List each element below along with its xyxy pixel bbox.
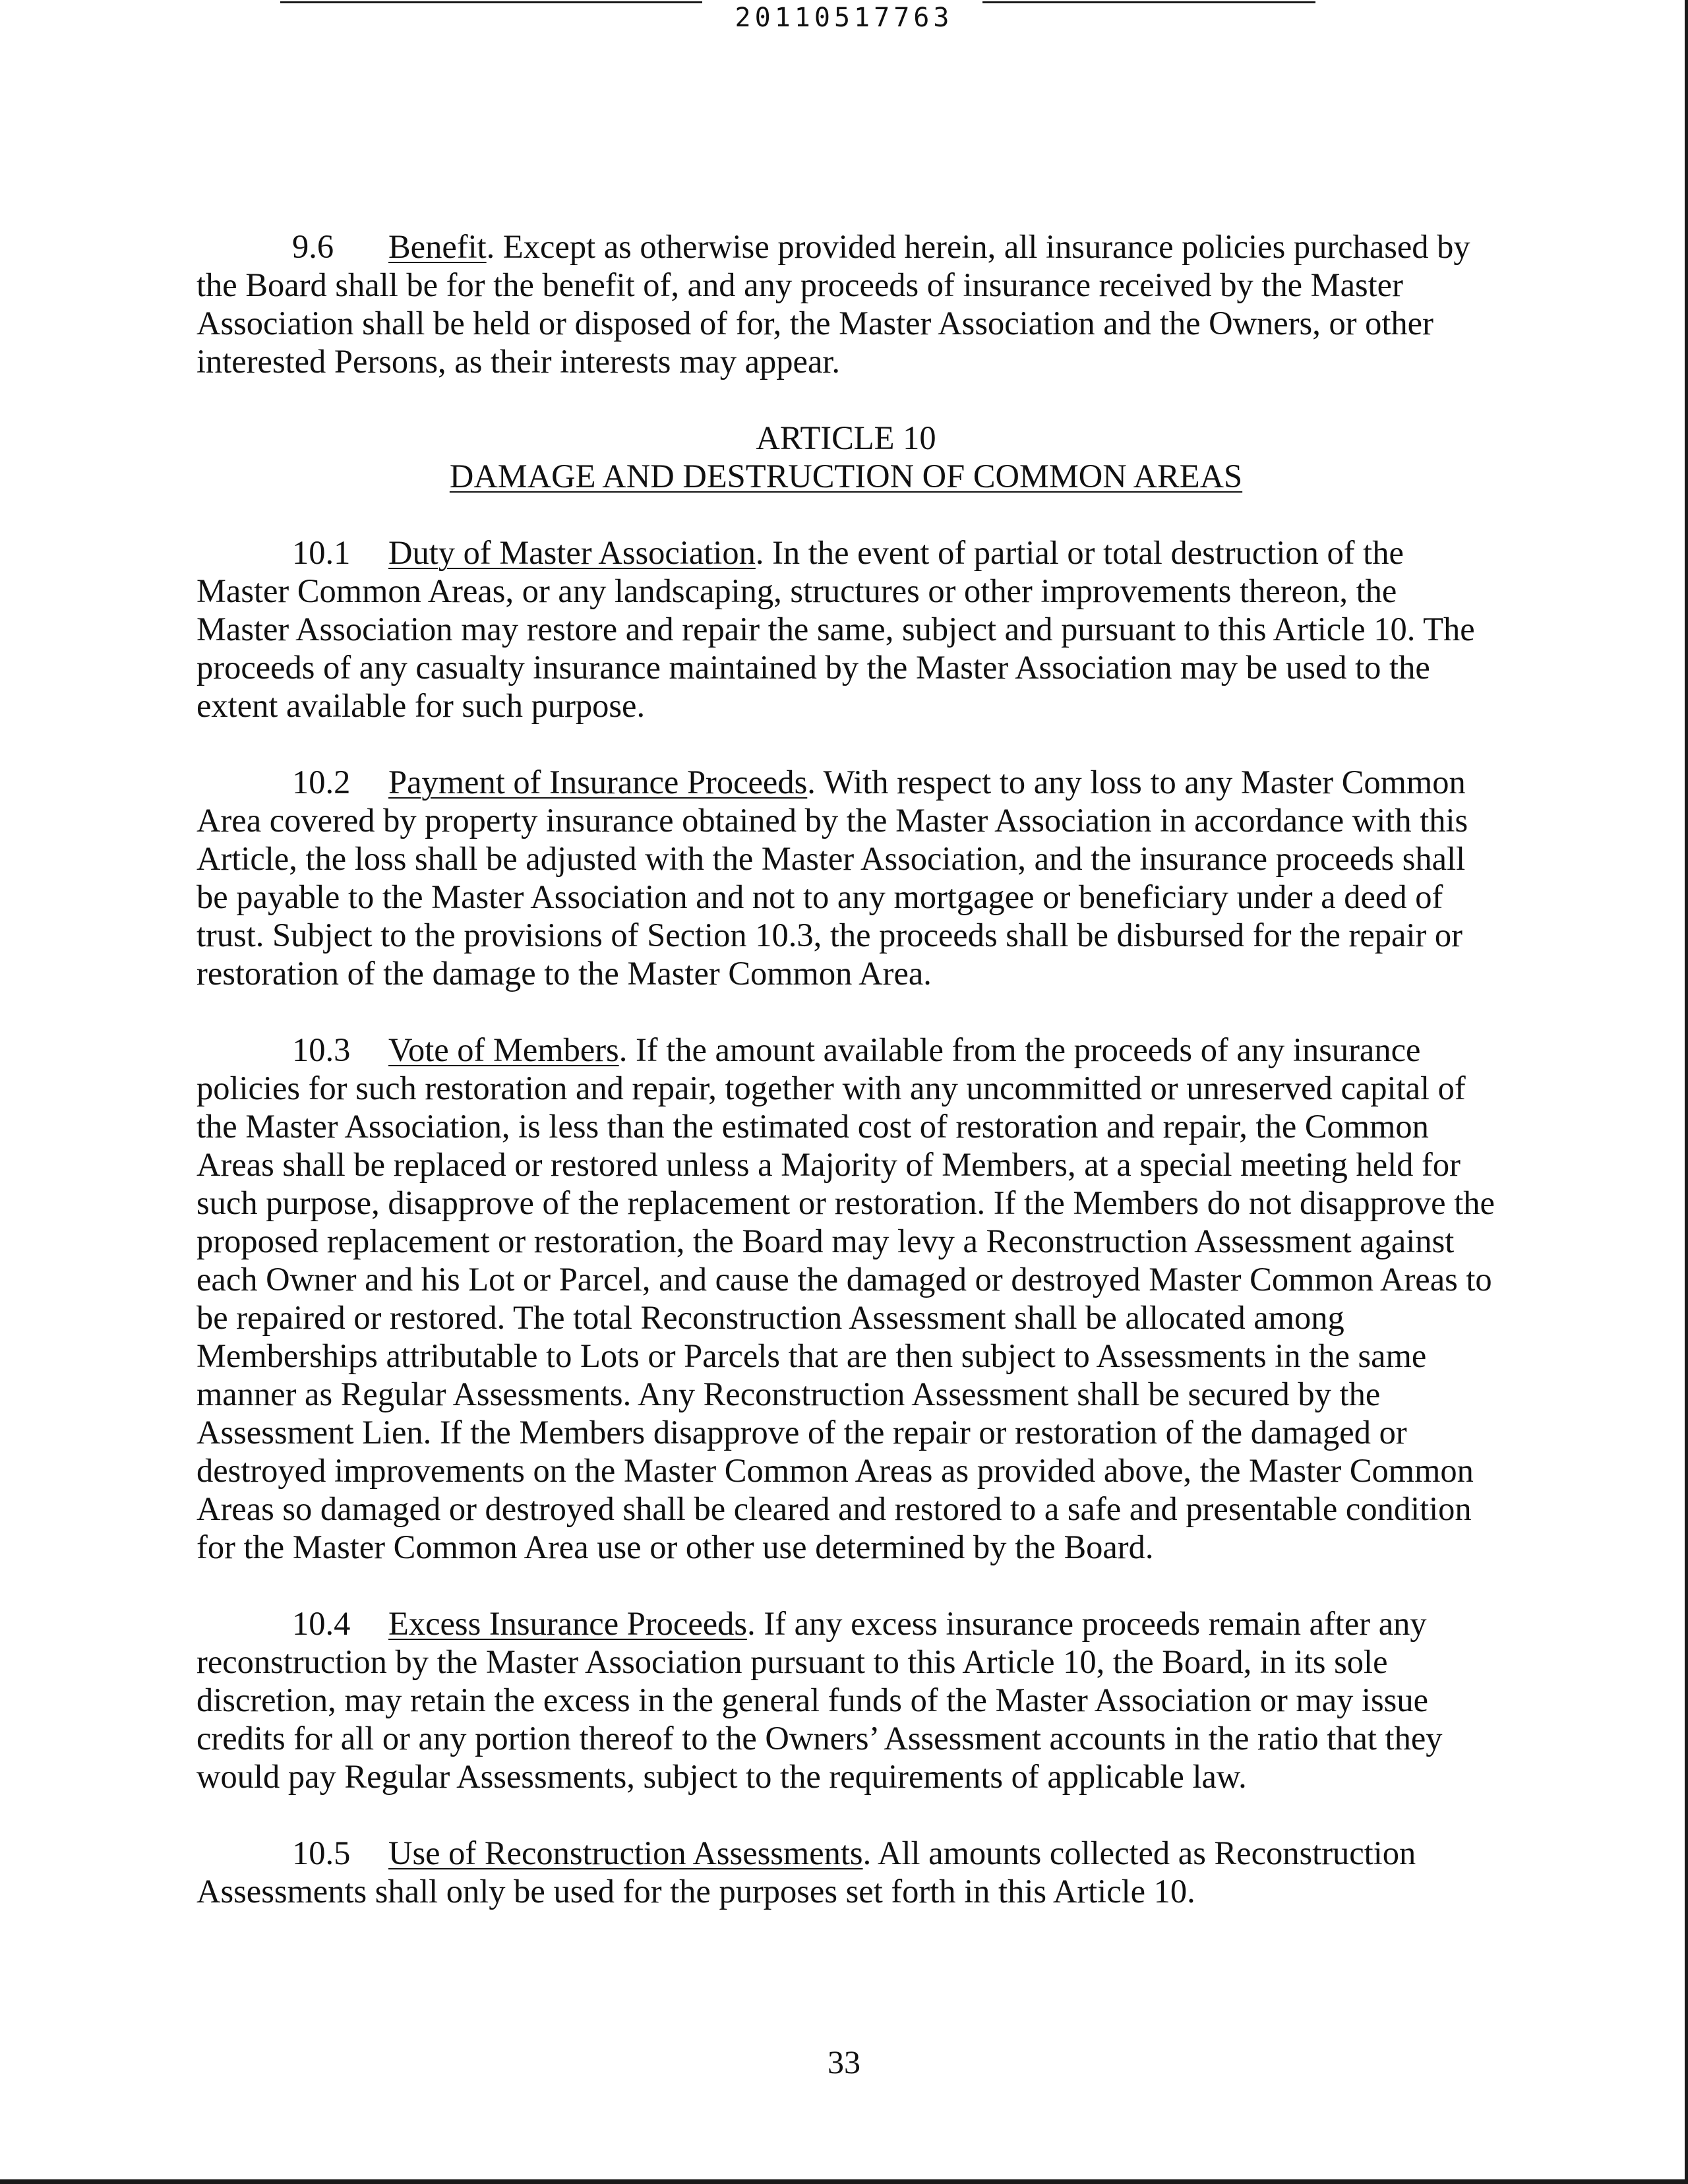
section-heading: Payment of Insurance Proceeds <box>388 764 808 801</box>
section-heading: Use of Reconstruction Assessments <box>388 1835 863 1871</box>
section-heading: Benefit <box>388 228 487 265</box>
page-number: 33 <box>828 2044 860 2080</box>
section-text: . In the event of partial or total destruction of the Master Common Areas, or any landscaping, structures or other improvements thereon, the Master Association may restore and repair the same, subject and pursuant to this Article 10. The proceeds of any casualty insurance maintained by the Master Association may be used to the extent available for such purpose. <box>196 534 1475 724</box>
section-number: 10.2 <box>292 764 351 801</box>
section-number: 10.4 <box>292 1605 351 1642</box>
section-10-2 <box>196 763 1495 992</box>
section-text: . With respect to any loss to any Master Common Area covered by property insurance obtained by the Master Association in accordance with this Article, the loss shall be adjusted with the Master Association, and the insurance proceeds shall be payable to the Master Association and not to any mortgagee or beneficiary under a deed of trust. Subject to the provisions of Section 10.3, the proceeds shall be disbursed for the repair or restoration of the damage to the Master Common Area. <box>196 764 1468 992</box>
article-heading <box>196 419 1495 495</box>
document-number: 20110517763 <box>735 3 953 33</box>
section-10-3 <box>196 1031 1495 1566</box>
section-10-1 <box>196 533 1495 725</box>
section-10-4 <box>196 1604 1495 1796</box>
section-text: . If any excess insurance proceeds remain after any reconstruction by the Master Association pursuant to this Article 10, the Board, in its sole discretion, may retain the excess in the general funds of the Master Association or may issue credits for all or any portion thereof to the Owners’ Assessment accounts in the ratio that they would pay Regular Assessments, subject to the requirements of applicable law. <box>196 1605 1443 1795</box>
section-text: . All amounts collected as Reconstruction Assessments shall only be used for the purposes set forth in this Article 10. <box>196 1835 1416 1910</box>
section-heading: Duty of Master Association <box>388 534 756 571</box>
section-number: 10.5 <box>292 1835 351 1871</box>
section-number: 10.3 <box>292 1031 351 1068</box>
section-text: . Except as otherwise provided herein, all insurance policies purchased by the Board shall be for the benefit of, and any proceeds of insurance received by the Master Association shall be held or disposed of for, the Master Association and the Owners, or other interested Persons, as their interests may appear. <box>196 228 1470 380</box>
document-body <box>196 228 1495 1949</box>
section-text: . If the amount available from the proceeds of any insurance policies for such restoration and repair, together with any uncommitted or unreserved capital of the Master Association, is less than the estimated cost of restoration and repair, the Common Areas shall be replaced or restored unless a Majority of Members, at a special meeting held for such purpose, disapprove of the replacement or restoration. If the Members do not disapprove the proposed replacement or restoration, the Board may levy a Reconstruction Assessment against each Owner and his Lot or Parcel, and cause the damaged or destroyed Master Common Areas to be repaired or restored. The total Reconstruction Assessment shall be allocated among Memberships attributable to Lots or Parcels that are then subject to Assessments in the same manner as Regular Assessments. Any Reconstruction Assessment shall be secured by the Assessment Lien. If the Members disapprove of the repair or restoration of the damaged or destroyed improvements on the Master Common Areas as provided above, the Master Common Areas so damaged or destroyed shall be cleared and restored to a safe and presentable condition for the Master Common Area use or other use determined by the Board. <box>196 1031 1495 1565</box>
article-title: DAMAGE AND DESTRUCTION OF COMMON AREAS <box>449 458 1243 495</box>
section-heading: Vote of Members <box>388 1031 619 1068</box>
section-number: 10.1 <box>292 534 351 571</box>
section-number: 9.6 <box>292 228 334 265</box>
section-10-5 <box>196 1834 1495 1910</box>
article-label: ARTICLE 10 <box>756 419 936 456</box>
section-heading: Excess Insurance Proceeds <box>388 1605 748 1642</box>
section-9-6 <box>196 228 1495 380</box>
